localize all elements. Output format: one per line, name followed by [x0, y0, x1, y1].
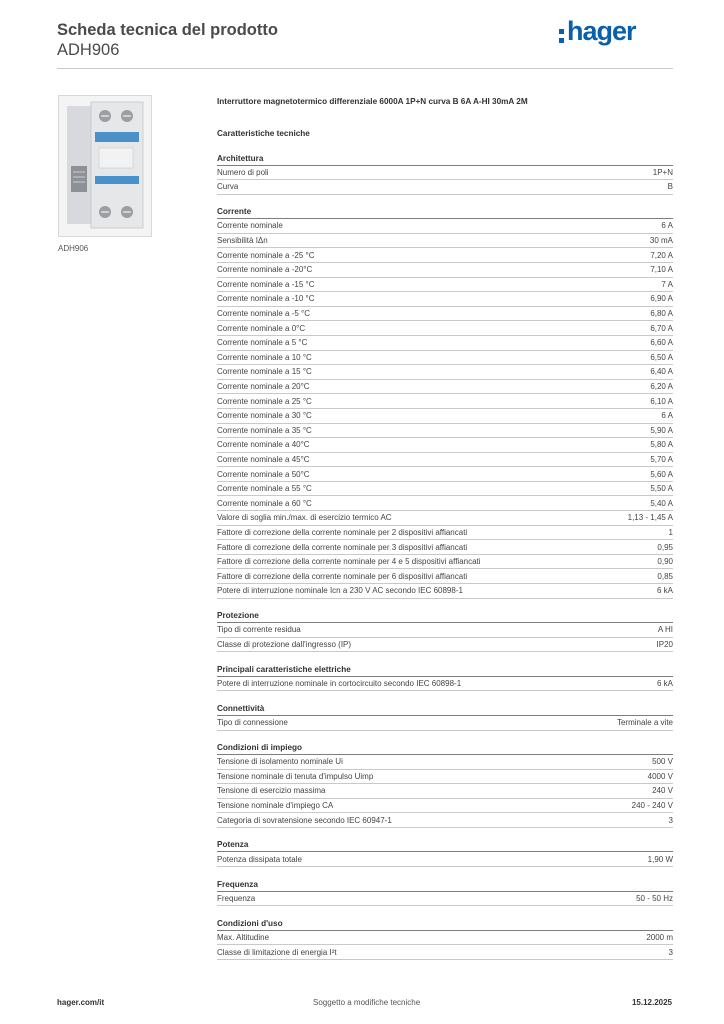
spec-row	[217, 263, 673, 278]
footer-website[interactable]: hager.com/it	[57, 998, 105, 1007]
section-title: Corrente	[217, 205, 673, 219]
spec-row	[217, 892, 673, 907]
spec-value: 5,40 A	[650, 498, 673, 508]
spec-row	[217, 555, 673, 570]
section-title: Principali caratteristiche elettriche	[217, 663, 673, 677]
spec-label: Corrente nominale a 60 °C	[217, 498, 312, 508]
section-title: Protezione	[217, 609, 673, 623]
section-title: Architettura	[217, 152, 673, 166]
tech-specs-heading: Caratteristiche tecniche	[217, 129, 310, 138]
spec-value: 4000 V	[647, 771, 673, 781]
spec-value: 6,20 A	[650, 382, 673, 392]
spec-value: B	[667, 182, 673, 192]
spec-value: 6,70 A	[650, 323, 673, 333]
spec-row	[217, 526, 673, 541]
spec-row	[217, 248, 673, 263]
spec-label: Tensione nominale di tenuta d'impulso Uimp	[217, 771, 374, 781]
page-header	[57, 16, 677, 60]
spec-label: Classe di limitazione di energia I²t	[217, 947, 337, 957]
spec-label: Potenza dissipata totale	[217, 854, 302, 864]
spec-row	[217, 380, 673, 395]
spec-value: 5,80 A	[650, 440, 673, 450]
spec-value: 6 A	[661, 221, 673, 231]
spec-row	[217, 166, 673, 181]
spec-row	[217, 336, 673, 351]
spec-row	[217, 424, 673, 439]
spec-section	[217, 663, 673, 692]
spec-value: Terminale a vite	[616, 718, 673, 728]
section-title: Condizioni d'uso	[217, 917, 673, 931]
spec-section	[217, 741, 673, 828]
spec-row	[217, 638, 673, 653]
spec-row	[217, 409, 673, 424]
spec-label: Fattore di correzione della corrente nominale per 6 dispositivi affiancati	[217, 571, 468, 581]
spec-label: Corrente nominale a 45°C	[217, 454, 310, 464]
spec-label: Corrente nominale a 40°C	[217, 440, 310, 450]
hager-logo	[557, 18, 667, 50]
spec-row	[217, 716, 673, 731]
spec-label: Corrente nominale a 50°C	[217, 469, 310, 479]
spec-row	[217, 945, 673, 960]
spec-value: 7,10 A	[650, 265, 673, 275]
spec-label: Potere di interruzione nominale in cortocircuito secondo IEC 60898-1	[217, 679, 462, 689]
logo-dots-icon	[559, 29, 565, 47]
spec-label: Corrente nominale a 0°C	[217, 323, 306, 333]
spec-label: Valore di soglia min./max. di esercizio termico AC	[217, 513, 392, 523]
spec-label: Tensione di isolamento nominale Ui	[217, 757, 343, 767]
spec-label: Frequenza	[217, 893, 256, 903]
spec-section	[217, 205, 673, 598]
circuit-breaker-icon	[59, 96, 151, 236]
spec-value: 5,90 A	[650, 425, 673, 435]
footer-note: Soggetto a modifiche tecniche	[313, 998, 421, 1007]
logo-wordmark: hager	[567, 16, 636, 46]
spec-label: Corrente nominale a 15 °C	[217, 367, 312, 377]
spec-section	[217, 838, 673, 867]
spec-label: Tipo di connessione	[217, 718, 288, 728]
spec-label: Classe di protezione dall'ingresso (IP)	[217, 640, 352, 650]
spec-label: Corrente nominale a 30 °C	[217, 411, 312, 421]
spec-label: Fattore di correzione della corrente nominale per 3 dispositivi affiancati	[217, 542, 468, 552]
spec-row	[217, 180, 673, 195]
spec-row	[217, 677, 673, 692]
spec-value: 2000 m	[646, 932, 673, 942]
spec-value: 30 mA	[649, 236, 673, 246]
spec-value: 6 A	[661, 411, 673, 421]
spec-value: 50 - 50 Hz	[636, 893, 673, 903]
spec-row	[217, 234, 673, 249]
spec-value: 5,60 A	[650, 469, 673, 479]
spec-value: 240 V	[652, 786, 673, 796]
spec-row	[217, 292, 673, 307]
spec-section	[217, 152, 673, 195]
spec-label: Corrente nominale	[217, 221, 283, 231]
spec-row	[217, 351, 673, 366]
spec-label: Corrente nominale a 55 °C	[217, 484, 312, 494]
spec-value: 1,90 W	[647, 854, 673, 864]
section-title: Frequenza	[217, 878, 673, 892]
product-code: ADH906	[57, 41, 120, 59]
spec-row	[217, 438, 673, 453]
spec-row	[217, 813, 673, 828]
spec-row	[217, 467, 673, 482]
spec-value: 240 - 240 V	[631, 801, 673, 811]
spec-label: Numero di poli	[217, 167, 269, 177]
spec-value: 5,70 A	[650, 454, 673, 464]
spec-label: Max. Altitudine	[217, 932, 270, 942]
spec-label: Corrente nominale a -25 °C	[217, 250, 315, 260]
section-title: Condizioni di impiego	[217, 741, 673, 755]
spec-row	[217, 931, 673, 946]
spec-row	[217, 307, 673, 322]
spec-label: Corrente nominale a -10 °C	[217, 294, 315, 304]
spec-row	[217, 365, 673, 380]
spec-row	[217, 569, 673, 584]
spec-value: 6 kA	[656, 679, 673, 689]
spec-row	[217, 394, 673, 409]
spec-value: 0,85	[657, 571, 673, 581]
spec-value: 6,40 A	[650, 367, 673, 377]
spec-label: Tensione di esercizio massima	[217, 786, 326, 796]
spec-value: 6,10 A	[650, 396, 673, 406]
spec-label: Corrente nominale a 5 °C	[217, 338, 308, 348]
spec-section	[217, 917, 673, 960]
spec-row	[217, 755, 673, 770]
spec-value: A HI	[657, 625, 673, 635]
product-title: Interruttore magnetotermico differenziale 6000A 1P+N curva B 6A A-HI 30mA 2M	[217, 97, 528, 106]
spec-row	[217, 278, 673, 293]
header-divider	[57, 68, 673, 69]
product-image	[58, 95, 152, 237]
spec-value: 3	[668, 947, 673, 957]
spec-label: Curva	[217, 182, 239, 192]
spec-section	[217, 609, 673, 652]
spec-section	[217, 878, 673, 907]
spec-label: Corrente nominale a -15 °C	[217, 279, 315, 289]
spec-label: Corrente nominale a -20°C	[217, 265, 313, 275]
spec-label: Sensibilità IΔn	[217, 236, 268, 246]
section-title: Potenza	[217, 838, 673, 852]
spec-label: Potere di interruzione nominale Icn a 230 V AC secondo IEC 60898-1	[217, 586, 463, 596]
spec-label: Tipo di corrente residua	[217, 625, 301, 635]
spec-value: 6,80 A	[650, 309, 673, 319]
spec-section	[217, 702, 673, 731]
document-title: Scheda tecnica del prodotto	[57, 21, 278, 39]
spec-row	[217, 852, 673, 867]
spec-value: 6 kA	[656, 586, 673, 596]
spec-value: 6,50 A	[650, 352, 673, 362]
spec-row	[217, 540, 673, 555]
image-caption: ADH906	[58, 244, 89, 253]
spec-row	[217, 496, 673, 511]
spec-value: 6,90 A	[650, 294, 673, 304]
spec-label: Tensione nominale d'impiego CA	[217, 801, 334, 811]
spec-value: 500 V	[652, 757, 673, 767]
spec-row	[217, 219, 673, 234]
spec-label: Corrente nominale a 25 °C	[217, 396, 312, 406]
spec-row	[217, 623, 673, 638]
spec-row	[217, 584, 673, 599]
spec-label: Fattore di correzione della corrente nominale per 4 e 5 dispositivi affiancati	[217, 557, 481, 567]
section-title: Connettività	[217, 702, 673, 716]
spec-value: 1P+N	[652, 167, 673, 177]
spec-row	[217, 784, 673, 799]
spec-label: Categoria di sovratensione secondo IEC 60947-1	[217, 815, 392, 825]
spec-label: Corrente nominale a 10 °C	[217, 352, 312, 362]
spec-value: 6,60 A	[650, 338, 673, 348]
spec-value: 7,20 A	[650, 250, 673, 260]
spec-row	[217, 453, 673, 468]
spec-row	[217, 482, 673, 497]
spec-label: Fattore di correzione della corrente nominale per 2 dispositivi affiancati	[217, 527, 468, 537]
spec-value: 3	[668, 815, 673, 825]
spec-row	[217, 321, 673, 336]
spec-row	[217, 799, 673, 814]
spec-label: Corrente nominale a 20°C	[217, 382, 310, 392]
spec-label: Corrente nominale a -5 °C	[217, 309, 311, 319]
spec-row	[217, 770, 673, 785]
spec-value: 5,50 A	[650, 484, 673, 494]
spec-label: Corrente nominale a 35 °C	[217, 425, 312, 435]
footer-date: 15.12.2025	[631, 998, 672, 1007]
spec-content	[217, 95, 673, 960]
spec-sections	[217, 152, 673, 960]
spec-value: 1	[668, 527, 673, 537]
spec-value: 0,95	[657, 542, 673, 552]
spec-value: 1,13 - 1,45 A	[627, 513, 673, 523]
spec-row	[217, 511, 673, 526]
spec-value: 0,90	[657, 557, 673, 567]
spec-value: IP20	[656, 640, 673, 650]
spec-value: 7 A	[661, 279, 673, 289]
